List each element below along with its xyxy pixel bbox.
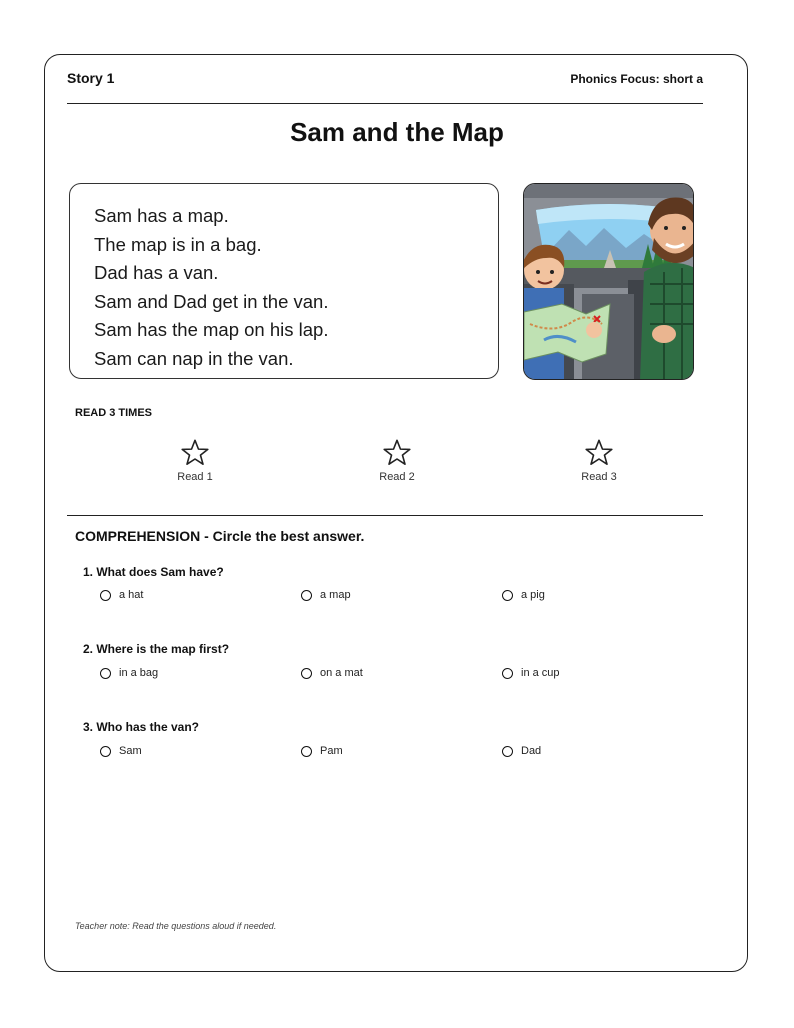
read-star-label: Read 2 [379, 471, 415, 483]
answer-option[interactable] [100, 589, 143, 601]
answer-option-label: Dad [521, 745, 542, 757]
answer-option-label: a map [320, 589, 351, 601]
story-line: The map is in a bag. [94, 233, 262, 255]
answer-option[interactable] [301, 589, 351, 601]
answer-option[interactable] [100, 667, 158, 679]
story-illustration [523, 183, 694, 380]
answer-option[interactable] [502, 667, 560, 679]
star-outline-icon [179, 437, 211, 469]
header-divider [67, 103, 703, 104]
answer-option-label: a hat [119, 589, 144, 601]
answer-option-label: a pig [521, 589, 545, 601]
answer-option-label: in a cup [521, 667, 560, 679]
read-star-1[interactable] [155, 437, 235, 483]
read-times-heading: READ 3 TIMES [75, 407, 153, 419]
radio-circle-icon[interactable] [301, 668, 312, 679]
radio-circle-icon[interactable] [100, 590, 111, 601]
story-line: Dad has a van. [94, 262, 219, 283]
question-3: 3. Who has the van? [83, 720, 200, 734]
answer-option[interactable] [502, 589, 545, 601]
story-line: Sam and Dad get in the van. [94, 290, 329, 312]
story-line: Sam can nap in the van. [94, 347, 294, 369]
star-outline-icon [381, 437, 413, 469]
radio-circle-icon[interactable] [100, 746, 111, 757]
answer-option-label: Sam [119, 745, 142, 757]
answer-option-label: in a bag [119, 667, 159, 679]
story-line: Sam has a map. [94, 205, 229, 226]
answer-option[interactable] [301, 745, 343, 757]
read-star-2[interactable] [357, 437, 437, 483]
read-star-3[interactable] [559, 437, 639, 483]
answer-option[interactable] [502, 745, 541, 757]
radio-circle-icon[interactable] [301, 746, 312, 757]
question-2: 2. Where is the map first? [83, 642, 230, 656]
read-star-label: Read 1 [177, 471, 213, 483]
radio-circle-icon[interactable] [100, 668, 111, 679]
comprehension-heading: COMPREHENSION - Circle the best answer. [75, 528, 365, 544]
teacher-note: Teacher note: Read the questions aloud if needed. [75, 921, 277, 931]
radio-circle-icon[interactable] [502, 668, 513, 679]
read-star-label: Read 3 [581, 471, 617, 483]
story-text-box [69, 183, 499, 379]
radio-circle-icon[interactable] [301, 590, 312, 601]
section-divider [67, 515, 703, 516]
radio-circle-icon[interactable] [502, 590, 513, 601]
phonics-focus: Phonics Focus: short a [570, 72, 703, 86]
van-scene-illustration [524, 184, 694, 380]
story-line: Sam has the map on his lap. [94, 319, 329, 340]
answer-option-label: Pam [320, 745, 343, 757]
question-1: 1. What does Sam have? [83, 565, 224, 579]
page-title: Sam and the Map [290, 117, 504, 147]
radio-circle-icon[interactable] [502, 746, 513, 757]
answer-option[interactable] [100, 745, 142, 757]
star-outline-icon [583, 437, 615, 469]
story-number: Story 1 [67, 70, 115, 86]
answer-option-label: on a mat [320, 667, 363, 679]
answer-option[interactable] [301, 667, 363, 679]
